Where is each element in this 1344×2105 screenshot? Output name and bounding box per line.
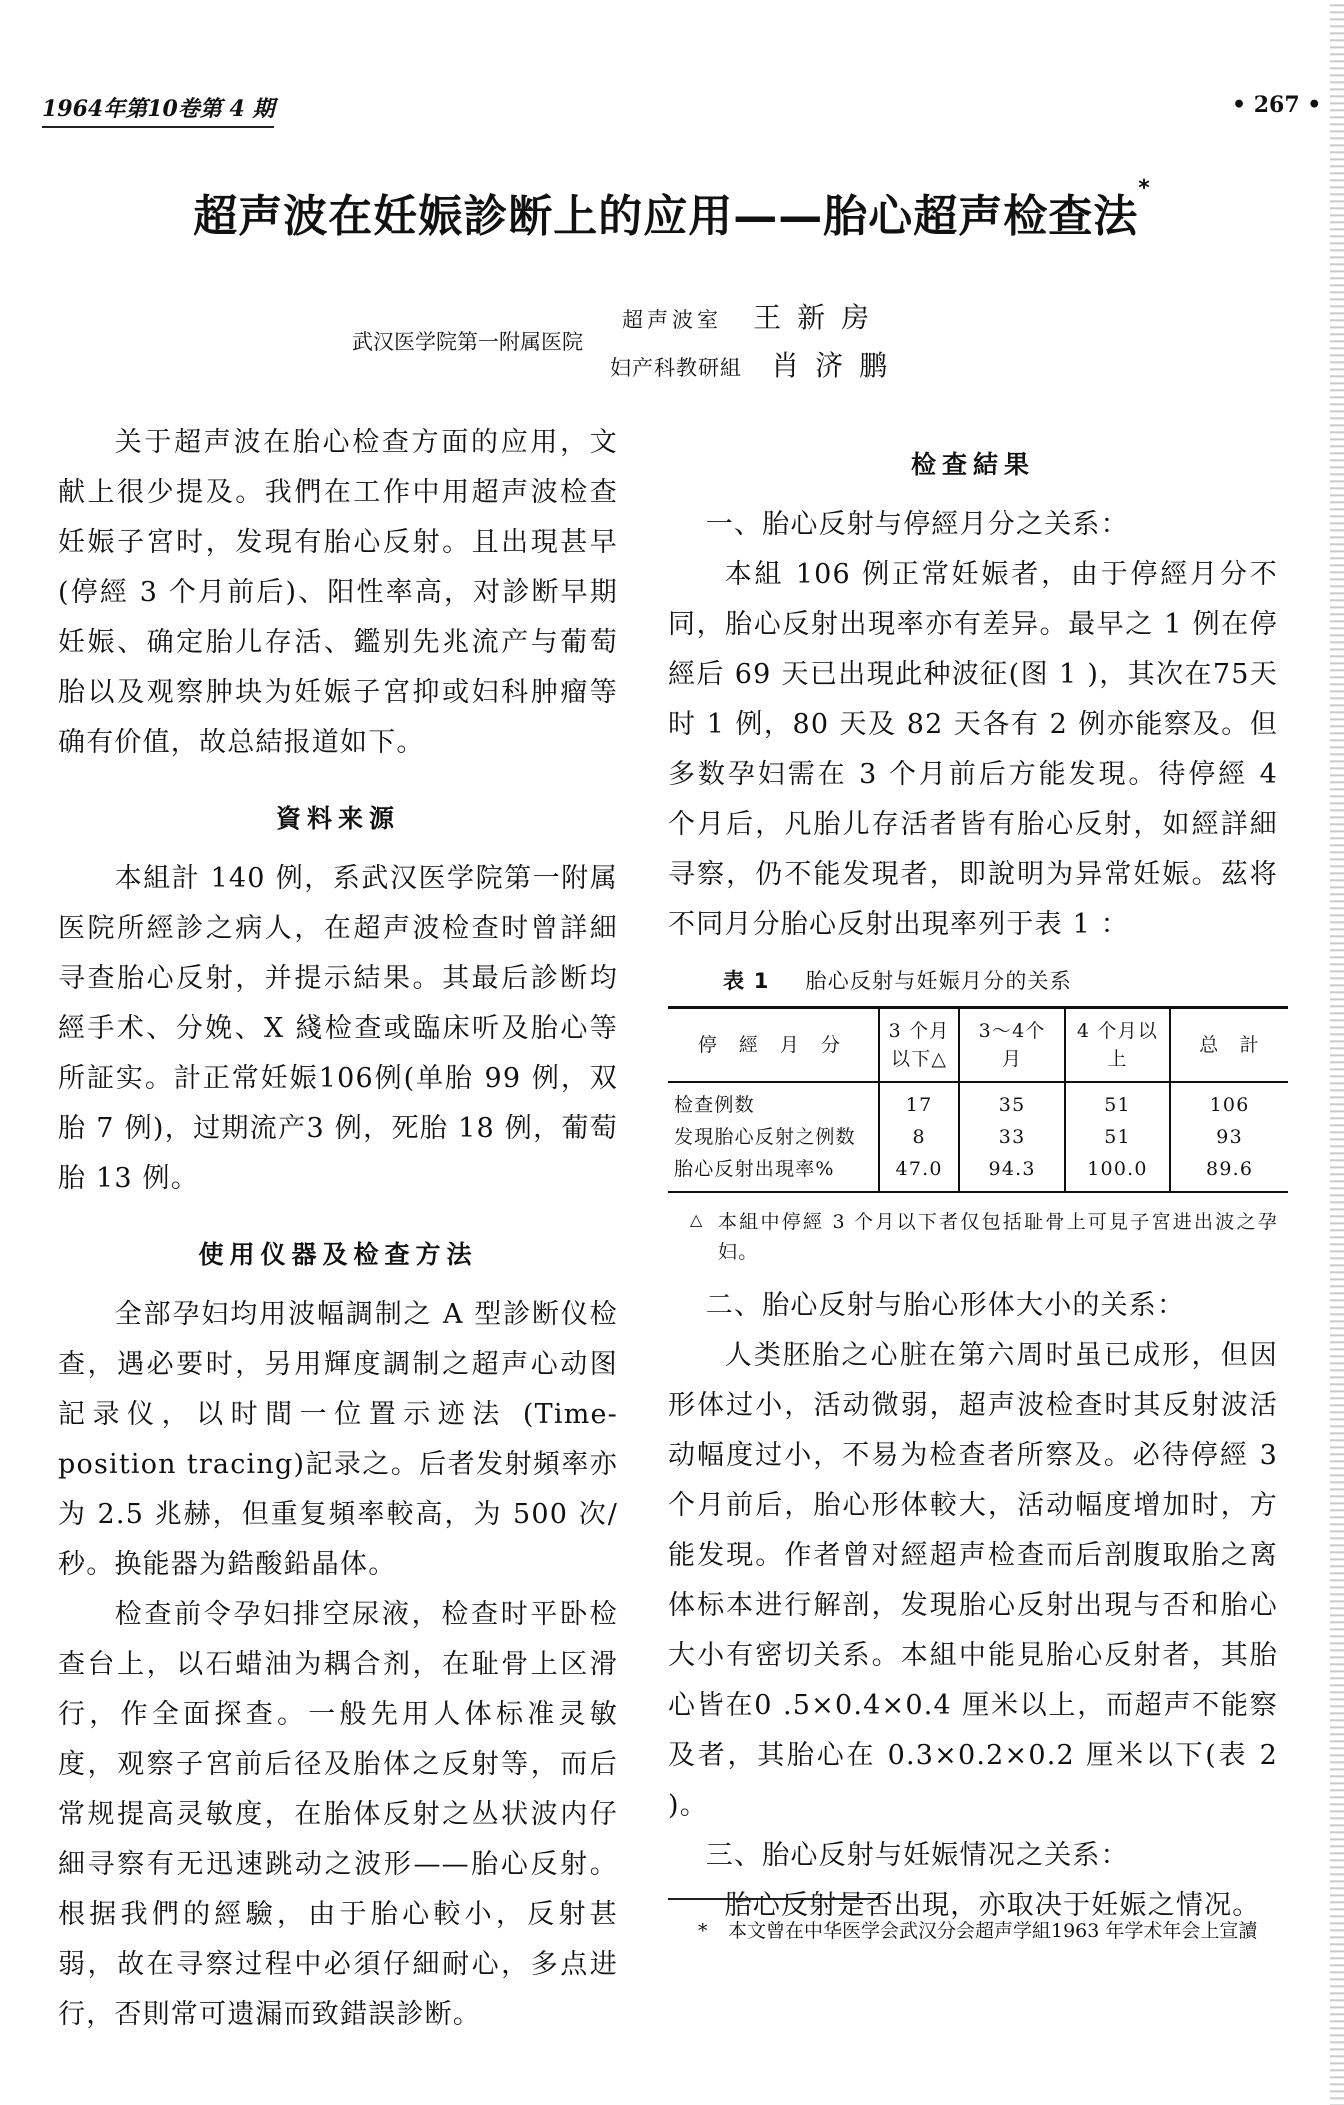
- section-heading-methods: 使用仪器及检查方法: [198, 1240, 478, 1269]
- author-name: 肖济鹏: [771, 349, 904, 382]
- table-cell: 35: [959, 1082, 1064, 1121]
- article-title-text: 超声波在妊娠診断上的应用——胎心超声检查法: [193, 191, 1139, 242]
- table-row-label: 检查例数: [674, 1094, 755, 1116]
- results-paragraph-2: 人类胚胎之心脏在第六周时虽已成形，但因形体过小，活动微弱，超声波检查时其反射波活动幅度过小，不易为检查者所察及。必待停經 3 个月前后，胎心形体較大，活动幅度增加时，方能发現。作者曾对經超声检查而后剖腹取胎之离体标本进行解剖，发現胎心反射出現与否和胎心大小有密切关系。本組中能見胎心反射者，其胎心皆在0 .5×0.4×0.4 厘米以上，而超声不能察及者，其胎心在 0.3×0.2×0.2 厘米以下(表 2 )。: [668, 1340, 1278, 1821]
- table-row: [668, 1153, 1288, 1192]
- right-column: [668, 440, 1278, 1931]
- intro-paragraph: 关于超声波在胎心检查方面的应用，文献上很少提及。我們在工作中用超声波检查妊娠子宮时，发現有胎心反射。且出現甚早(停經 3 个月前后)、阳性率高，对診断早期妊娠、确定胎儿存活、鑑别先兆流产与葡萄胎以及观察肿块为妊娠子宮抑或妇科肿瘤等确有价值，故总結报道如下。: [58, 427, 618, 758]
- subsection-heading-1: 一、胎心反射与停經月分之关系：: [705, 509, 1129, 540]
- table-cell: 93: [1170, 1121, 1288, 1153]
- article-title: [0, 176, 1344, 244]
- table-row: [668, 1121, 1288, 1153]
- table-label: 表 1: [723, 969, 770, 993]
- table-cell: 51: [1065, 1121, 1170, 1153]
- table-cell: 17: [879, 1082, 960, 1121]
- table-cell: 100.0: [1065, 1153, 1170, 1192]
- results-paragraph-1: 本組 106 例正常妊娠者，由于停經月分不同，胎心反射出現率亦有差异。最早之 1 例在停經后 69 天已出現此种波征(图 1 )，其次在75天时 1 例，80 天及 82 天各有 2 例亦能察及。但多数孕妇需在 3 个月前后方能发現。待停經 4 个月后，凡胎儿存活者皆有胎心反射，如經詳細寻察，仍不能发現者，即說明为异常妊娠。茲将不同月分胎心反射出現率列于表 1 ：: [668, 559, 1278, 940]
- results-paragraph-3: 胎心反射是否出現，亦取决于妊娠之情况。: [724, 1890, 1261, 1921]
- journal-issue: 1964年第10卷第 4 期: [42, 92, 274, 128]
- table-column-header: 3～4个 月: [959, 1008, 1064, 1083]
- table-cell: 89.6: [1170, 1153, 1288, 1192]
- author-department: 超声波室: [622, 308, 722, 332]
- table-note: [668, 1207, 1278, 1267]
- left-column: [58, 418, 618, 2040]
- footnote: [668, 1916, 1268, 1946]
- table-note-text: 本組中停經 3 个月以下者仅包括耻骨上可見子宮进出波之孕妇。: [718, 1211, 1278, 1263]
- table-row-label: 发現胎心反射之例数: [674, 1126, 856, 1148]
- table-caption: [668, 966, 1278, 996]
- table-cell: 94.3: [959, 1153, 1064, 1192]
- asterisk-icon: *: [698, 1920, 708, 1942]
- table-cell: 51: [1065, 1082, 1170, 1121]
- table-title: 胎心反射与妊娠月分的关系: [805, 969, 1072, 993]
- footnote-block: [668, 1898, 1268, 1946]
- footnote-text: 本文曾在中华医学会武汉分会超声学組1963 年学术年会上宣讀: [728, 1920, 1258, 1942]
- table-1: [668, 1006, 1288, 1193]
- table-row: [668, 1082, 1288, 1121]
- section-heading-materials: 資料来源: [275, 804, 400, 833]
- section-heading-results: 检查結果: [910, 450, 1035, 479]
- table-cell: 33: [959, 1121, 1064, 1153]
- methods-paragraph-1: 全部孕妇均用波幅調制之 A 型診断仪检查，遇必要时，另用輝度調制之超声心动图記录仪，以时間一位置示迹法 (Time-position tracing)記录之。后者发射頻率亦为 2.5 兆赫，但重复頻率較高，为 500 次/秒。换能器为鋯酸鉛晶体。: [58, 1299, 618, 1580]
- page-number: • 267 •: [1232, 92, 1322, 118]
- triangle-note-icon: △: [690, 1210, 704, 1229]
- author-entry: [622, 296, 885, 336]
- table-header-row: [668, 1008, 1288, 1083]
- footnote-rule: [668, 1898, 878, 1900]
- scan-edge-artifact: [1330, 0, 1344, 2105]
- methods-paragraph-2: 检查前令孕妇排空尿液，检查时平卧检查台上，以石蜡油为耦合剂，在耻骨上区滑行，作全面探查。一般先用人体标准灵敏度，观察子宮前后径及胎体之反射等，而后常规提高灵敏度，在胎体反射之丛状波内仔細寻察有无迅速跳动之波形——胎心反射。根据我們的經驗，由于胎心較小，反射甚弱，故在寻察过程中必須仔細耐心，多点进行，否則常可遗漏而致錯誤診断。: [58, 1599, 618, 2030]
- author-entry: [610, 344, 903, 384]
- title-footnote-mark: *: [1138, 176, 1151, 201]
- table-row-label: 胎心反射出現率%: [674, 1158, 835, 1180]
- materials-paragraph: 本組計 140 例，系武汉医学院第一附属医院所經診之病人，在超声波检查时曾詳細寻查胎心反射，并提示結果。其最后診断均經手术、分娩、X 綫检查或臨床听及胎心等所証实。計正常妊娠106例(单胎 99 例，双胎 7 例)，过期流产3 例，死胎 18 例，葡萄胎 13 例。: [58, 863, 618, 1194]
- author-department: 妇产科教研組: [610, 356, 742, 380]
- author-name: 王新房: [753, 301, 886, 334]
- institution: 武汉医学院第一附属医院: [352, 330, 583, 354]
- table-column-header: 4 个月以上: [1065, 1008, 1170, 1083]
- table-cell: 47.0: [879, 1153, 960, 1192]
- subsection-heading-3: 三、胎心反射与妊娠情况之关系：: [705, 1840, 1129, 1871]
- subsection-heading-2: 二、胎心反射与胎心形体大小的关系：: [705, 1290, 1186, 1321]
- table-cell: 106: [1170, 1082, 1288, 1121]
- table-column-header: 停 經 月 分: [668, 1008, 879, 1083]
- table-column-header: 总 計: [1170, 1008, 1288, 1083]
- table-column-header: 3 个月以下△: [879, 1008, 960, 1083]
- table-cell: 8: [879, 1121, 960, 1153]
